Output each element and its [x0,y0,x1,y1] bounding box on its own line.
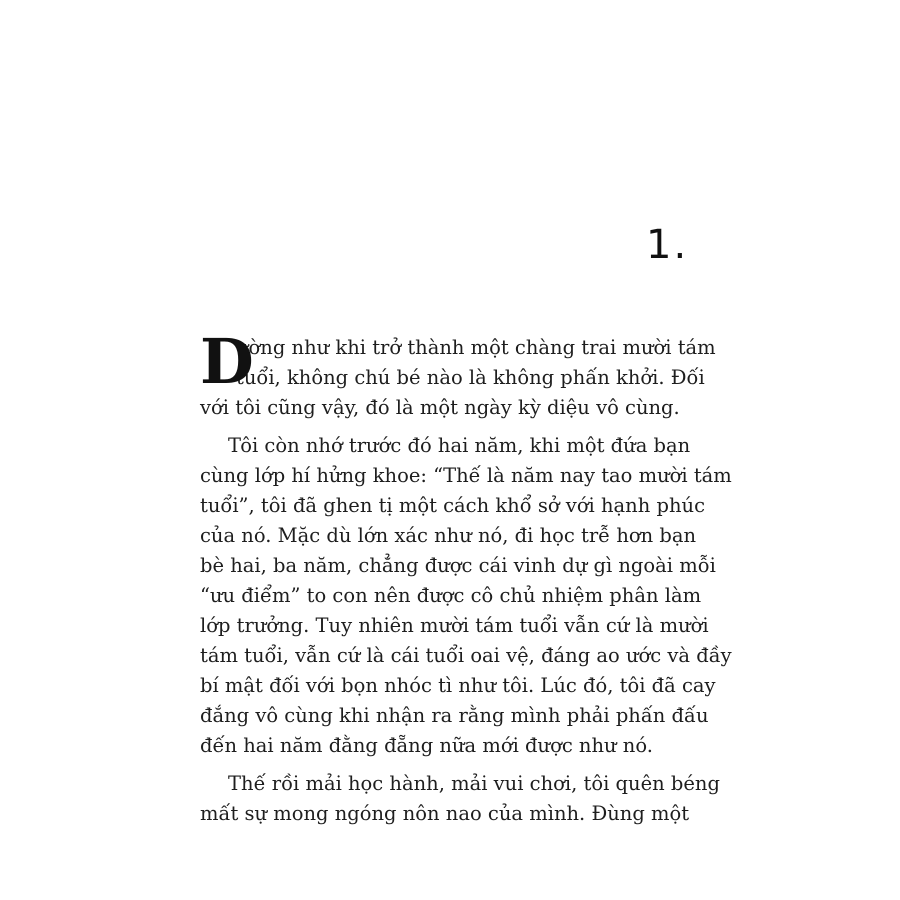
text-line: mất sự mong ngóng nôn nao của mình. Đùng một [200,802,690,825]
text-line: tuổi”, tôi đã ghen tị một cách khổ sở với hạnh phúc [200,494,706,517]
chapter-number: 1. [646,222,689,268]
text-line: của nó. Mặc dù lớn xác như nó, đi học trễ hơn bạn [200,524,697,547]
text-line: bè hai, ba năm, chẳng được cái vinh dự gì ngoài mỗi [200,554,716,577]
paragraph-1 [200,325,716,423]
drop-cap: D [200,325,254,398]
text-line: Tôi còn nhớ trước đó hai năm, khi một đứa bạn [228,434,691,457]
chapter-text [200,325,732,829]
text-line: lớp trưởng. Tuy nhiên mười tám tuổi vẫn cứ là mười [200,614,709,637]
text-line: Thế rồi mải học hành, mải vui chơi, tôi quên béng [228,772,720,795]
text-line: tám tuổi, vẫn cứ là cái tuổi oai vệ, đáng ao ước và đầy [200,644,732,667]
paragraph-2 [200,431,732,761]
text-line: ường như khi trở thành một chàng trai mười tám [236,336,716,359]
text-line: với tôi cũng vậy, đó là một ngày kỳ diệu vô cùng. [200,396,680,419]
text-line: bí mật đối với bọn nhóc tì như tôi. Lúc đó, tôi đã cay [200,674,716,697]
text-line: tuổi, không chú bé nào là không phấn khởi. Đối [236,366,705,389]
text-line: đến hai năm đằng đẵng nữa mới được như nó. [200,734,653,757]
text-line: “ưu điểm” to con nên được cô chủ nhiệm phân làm [200,584,702,607]
text-line: đắng vô cùng khi nhận ra rằng mình phải phấn đấu [200,704,709,727]
text-line: cùng lớp hí hửng khoe: “Thế là năm nay tao mười tám [200,464,732,487]
paragraph-3 [200,769,720,829]
